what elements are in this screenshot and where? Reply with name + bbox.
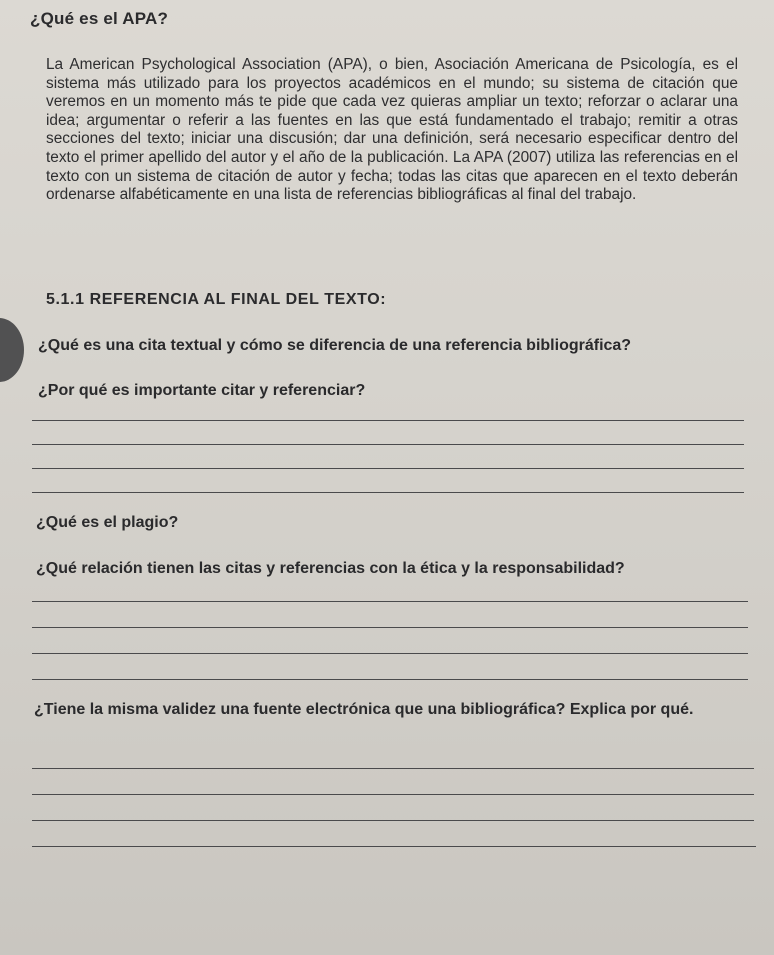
answer-line[interactable]: [32, 679, 748, 680]
answer-line[interactable]: [32, 468, 744, 469]
question-1: ¿Qué es una cita textual y cómo se diferencia de una referencia bibliográfica?: [38, 337, 632, 354]
answer-line[interactable]: [32, 820, 754, 821]
page-shadow: [0, 318, 24, 382]
answer-line[interactable]: [32, 627, 748, 628]
answer-line[interactable]: [32, 653, 748, 654]
page-title: ¿Qué es el APA?: [30, 9, 169, 28]
answer-line[interactable]: [32, 768, 754, 769]
answer-line[interactable]: [32, 420, 744, 421]
answer-line[interactable]: [32, 601, 748, 602]
intro-paragraph: La American Psychological Association (APA), o bien, Asociación Americana de Psicología, es el sistema más utilizado para los proyectos académicos en el mundo; su sistema de citación que veremos en un momento más te pide que cada vez quieras ampliar un texto; reforzar o aclarar una idea; argumentar o referir a las fuentes en las que está fundamentado el trabajo; remitir a otras secciones del texto; iniciar una discusión; dar una definición, será necesario especificar dentro del texto el primer apellido del autor y el año de la publicación. La APA (2007) utiliza las referencias en el texto con un sistema de citación de autor y fecha; todas las citas que aparecen en el texto deberán ordenarse alfabéticamente en una lista de referencias bibliográficas al final del trabajo.: [46, 56, 738, 204]
question-5: ¿Tiene la misma validez una fuente electrónica que una bibliográfica? Explica por qué.: [34, 701, 694, 718]
question-3: ¿Qué es el plagio?: [36, 514, 179, 531]
answer-line[interactable]: [32, 492, 744, 493]
question-4: ¿Qué relación tienen las citas y referencias con la ética y la responsabilidad?: [36, 560, 625, 577]
section-heading: 5.1.1 REFERENCIA AL FINAL DEL TEXTO:: [46, 291, 387, 308]
answer-line[interactable]: [32, 444, 744, 445]
question-2: ¿Por qué es importante citar y referenciar?: [38, 382, 366, 399]
answer-line[interactable]: [32, 794, 754, 795]
answer-line[interactable]: [32, 846, 756, 847]
